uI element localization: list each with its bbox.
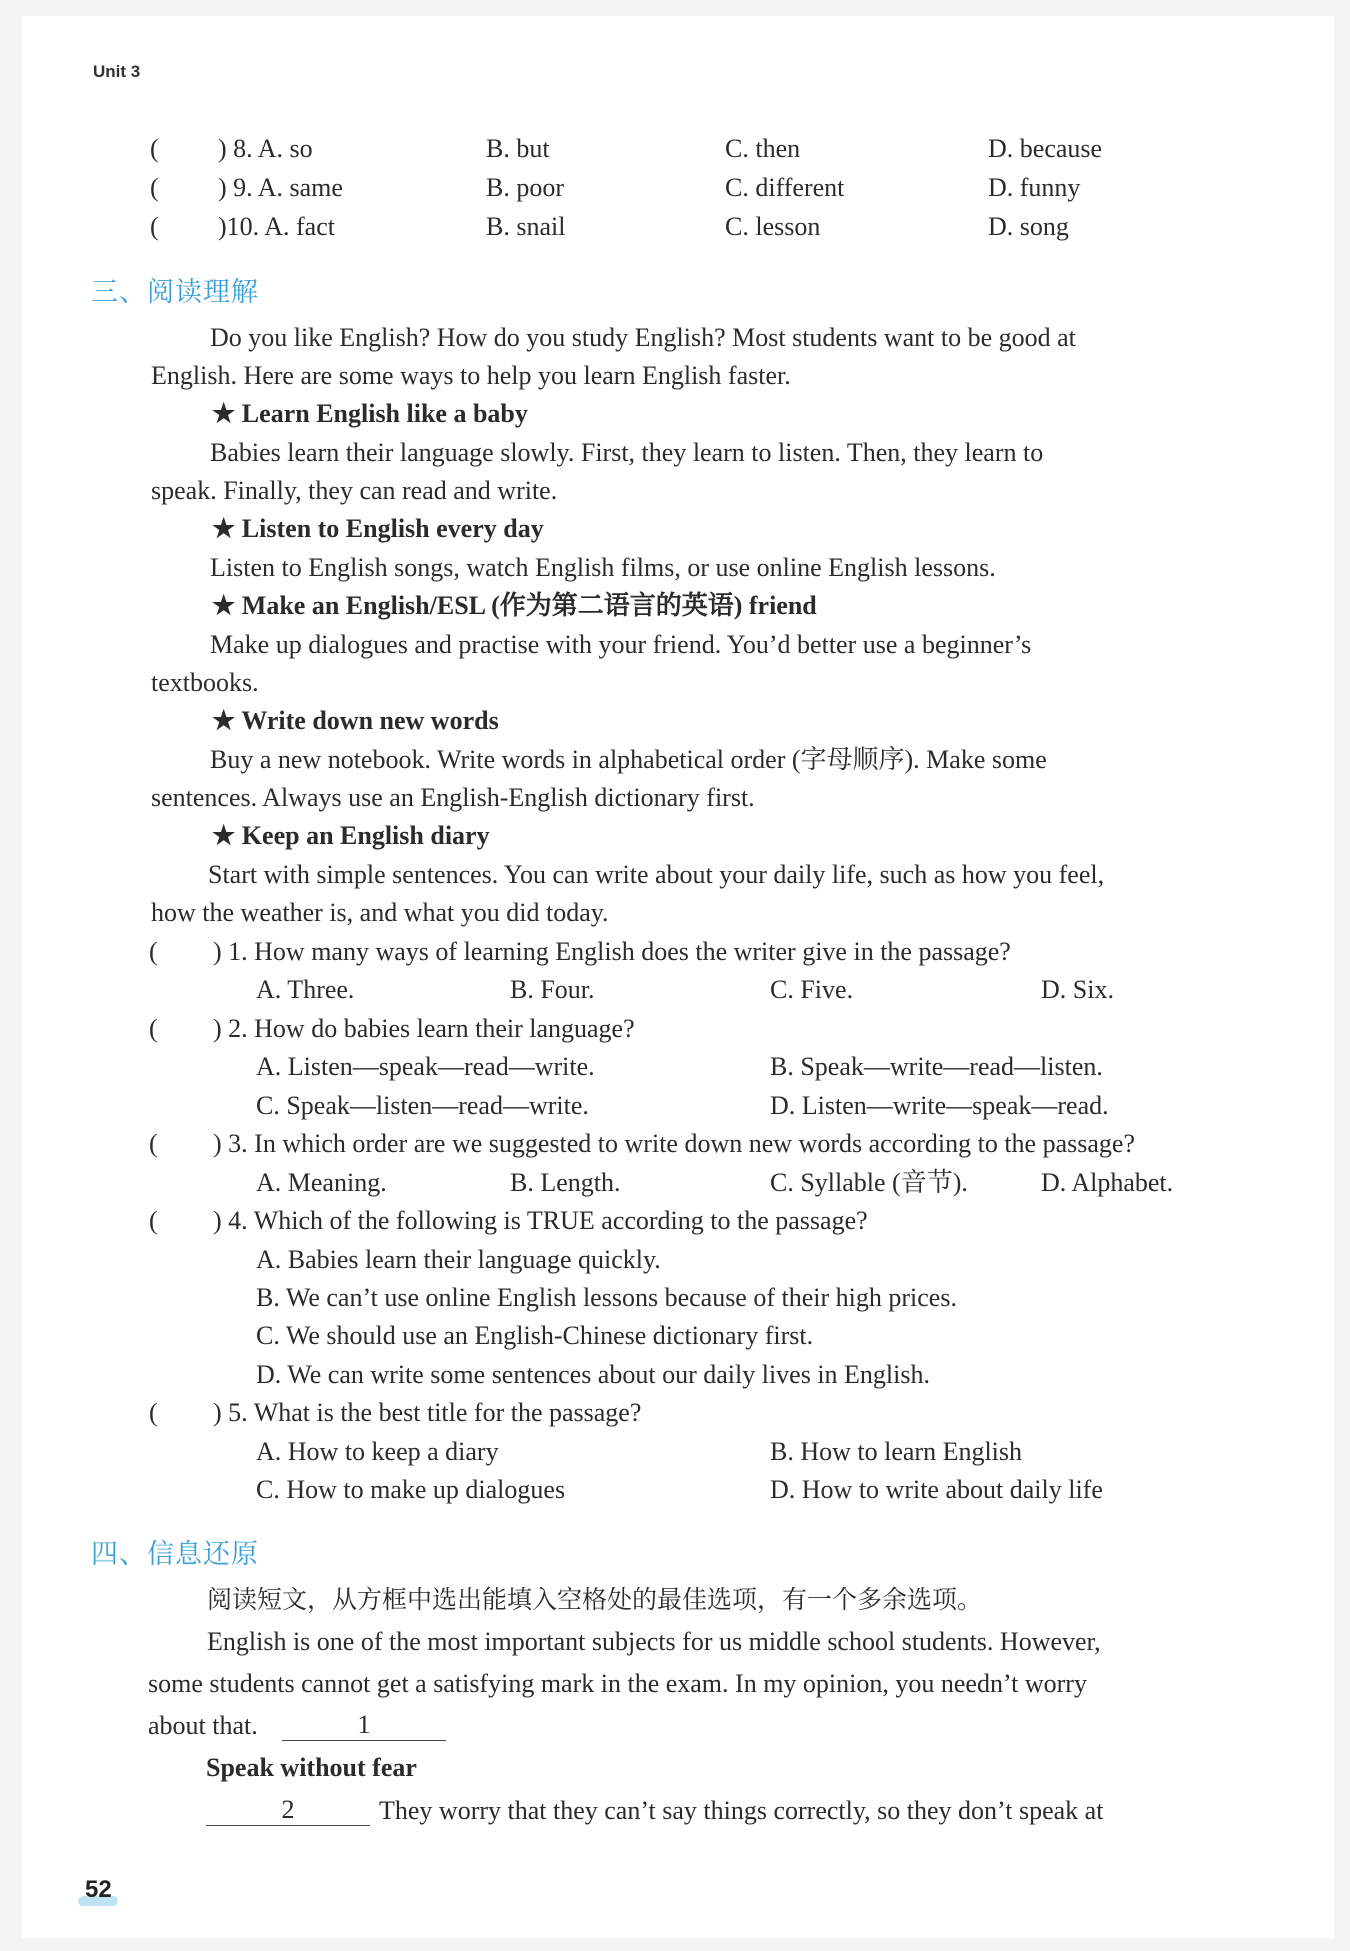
option-b: B. Length. <box>510 1168 621 1197</box>
question-number: ) 8. A. so <box>218 134 313 163</box>
passage-line: about that. <box>148 1711 258 1740</box>
passage-line: sentences. Always use an English-English dictionary first. <box>151 783 755 812</box>
option-c: C. Five. <box>770 975 854 1004</box>
page-number: 52 <box>85 1876 112 1903</box>
option-a: A. How to keep a diary <box>256 1437 499 1466</box>
instruction-text: 阅读短文，从方框中选出能填入空格处的最佳选项，有一个多余选项。 <box>207 1585 983 1614</box>
question-number: )10. A. fact <box>218 212 335 241</box>
passage-line: some students cannot get a satisfying mark in the exam. In my opinion, you needn’t worry <box>148 1669 1087 1698</box>
option-d: D. We can write some sentences about our daily lives in English. <box>256 1360 930 1389</box>
unit-label: Unit 3 <box>93 62 141 81</box>
option-c: C. Speak—listen—read—write. <box>256 1091 589 1120</box>
answer-paren[interactable]: ( <box>149 1014 158 1043</box>
option-c: C. We should use an English-Chinese dictionary first. <box>256 1321 814 1350</box>
passage-line: Start with simple sentences. You can write about your daily life, such as how you feel, <box>208 860 1105 889</box>
option-d: D. Listen—write—speak—read. <box>770 1091 1109 1120</box>
option-d: D. because <box>988 134 1103 163</box>
passage-subheading: ★ Keep an English diary <box>212 821 490 850</box>
passage-subheading: ★ Write down new words <box>212 706 499 735</box>
answer-paren[interactable]: ( <box>150 212 159 241</box>
question-stem: ) 3. In which order are we suggested to write down new words according to the passage? <box>213 1129 1135 1158</box>
answer-paren[interactable]: ( <box>149 1206 158 1235</box>
question-number: ) 9. A. same <box>218 173 343 202</box>
option-c: C. lesson <box>725 212 821 241</box>
answer-paren[interactable]: ( <box>150 134 159 163</box>
option-b: B. Speak—write—read—listen. <box>770 1052 1103 1081</box>
passage-subheading: ★ Learn English like a baby <box>212 399 528 428</box>
option-c: C. different <box>725 173 845 202</box>
option-a: A. Listen—speak—read—write. <box>256 1052 595 1081</box>
option-d: D. Alphabet. <box>1041 1168 1174 1197</box>
answer-blank-1[interactable]: 1 <box>282 1710 446 1741</box>
answer-paren[interactable]: ( <box>149 1129 158 1158</box>
passage-line: Make up dialogues and practise with your friend. You’d better use a beginner’s <box>210 630 1032 659</box>
option-d: D. How to write about daily life <box>770 1475 1103 1504</box>
option-d: D. Six. <box>1041 975 1114 1004</box>
option-b: B. snail <box>486 212 566 241</box>
question-stem: ) 5. What is the best title for the passage? <box>213 1398 642 1427</box>
passage-line: Do you like English? How do you study English? Most students want to be good at <box>210 323 1076 352</box>
option-b: B. but <box>486 134 550 163</box>
passage-line: Buy a new notebook. Write words in alphabetical order (字母顺序). Make some <box>210 745 1047 774</box>
passage-subheading: ★ Make an English/ESL (作为第二语言的英语) friend <box>212 591 817 620</box>
question-stem: ) 4. Which of the following is TRUE according to the passage? <box>213 1206 868 1235</box>
option-c: C. How to make up dialogues <box>256 1475 566 1504</box>
answer-paren[interactable]: ( <box>149 1398 158 1427</box>
option-c: C. Syllable (音节). <box>770 1168 968 1197</box>
passage-line: how the weather is, and what you did today. <box>151 898 609 927</box>
option-b: B. poor <box>486 173 564 202</box>
passage-line: They worry that they can’t say things correctly, so they don’t speak at <box>379 1796 1104 1825</box>
passage-line: Listen to English songs, watch English films, or use online English lessons. <box>210 553 996 582</box>
option-d: D. song <box>988 212 1069 241</box>
option-b: B. Four. <box>510 975 595 1004</box>
option-a: A. Meaning. <box>256 1168 387 1197</box>
passage-line: English is one of the most important subjects for us middle school students. However, <box>207 1627 1101 1656</box>
option-a: A. Three. <box>256 975 355 1004</box>
answer-paren[interactable]: ( <box>150 173 159 202</box>
option-b: B. How to learn English <box>770 1437 1023 1466</box>
answer-blank-2[interactable]: 2 <box>206 1795 370 1826</box>
option-b: B. We can’t use online English lessons because of their high prices. <box>256 1283 957 1312</box>
section-heading-info: 四、信息还原 <box>91 1539 259 1570</box>
option-a: A. Babies learn their language quickly. <box>256 1245 661 1274</box>
passage-line: Babies learn their language slowly. First, they learn to listen. Then, they learn to <box>210 438 1044 467</box>
option-c: C. then <box>725 134 801 163</box>
passage-line: English. Here are some ways to help you learn English faster. <box>151 361 791 390</box>
question-stem: ) 1. How many ways of learning English does the writer give in the passage? <box>213 937 1011 966</box>
answer-paren[interactable]: ( <box>149 937 158 966</box>
passage-subheading: ★ Listen to English every day <box>212 514 544 543</box>
section-heading-reading: 三、阅读理解 <box>91 277 259 308</box>
passage-subheading: Speak without fear <box>206 1753 417 1782</box>
passage-line: textbooks. <box>151 668 259 697</box>
option-d: D. funny <box>988 173 1081 202</box>
passage-line: speak. Finally, they can read and write. <box>151 476 558 505</box>
question-stem: ) 2. How do babies learn their language? <box>213 1014 635 1043</box>
